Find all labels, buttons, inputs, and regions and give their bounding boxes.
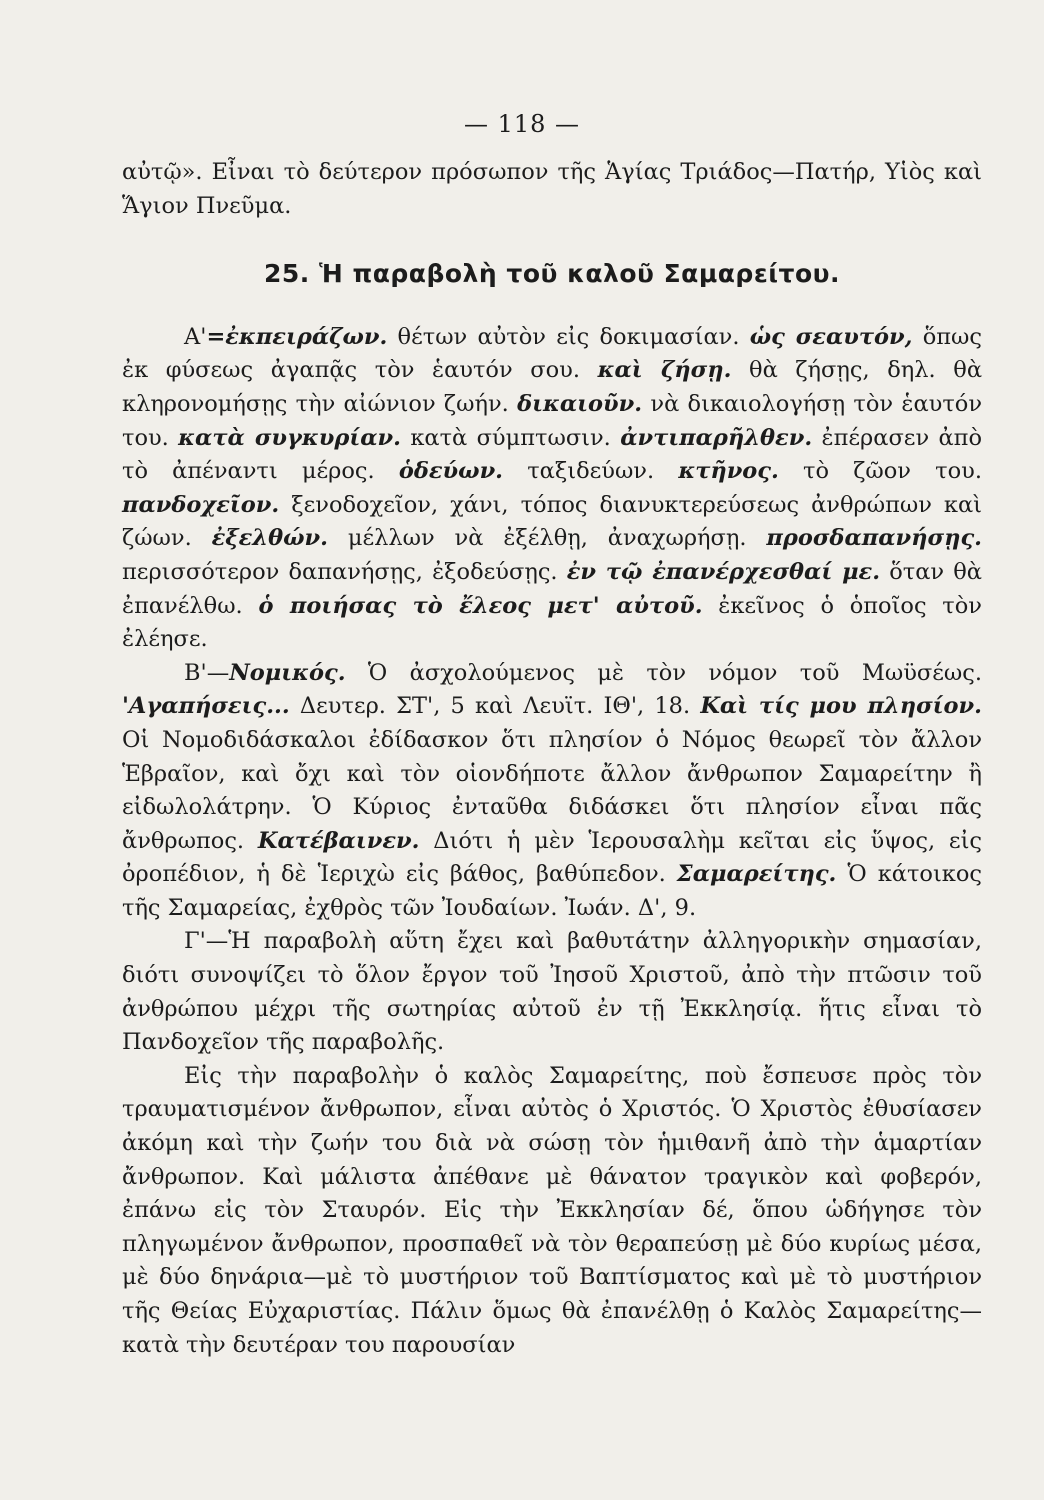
- gloss-text: θέτων αὐτὸν εἰς δοκιμασίαν.: [387, 323, 750, 350]
- gloss-term: κατὰ συγκυρίαν.: [178, 424, 401, 451]
- gloss-term: πανδοχεῖον.: [122, 491, 280, 518]
- gloss-term: ὡς σεαυτόν,: [749, 323, 913, 350]
- gloss-term: Κατέβαινεν.: [257, 827, 420, 854]
- gloss-text: Οἱ Νομοδιδάσκαλοι ἐδίδασκον ὅτι πλησίον ὁ Νόμος θεωρεῖ τὸν ἄλλον Ἑβραῖον, καὶ ὄχι καὶ τὸν οἱονδήποτε ἄλλον ἄνθρωπον Σαμαρείτην ἢ εἰδωλολάτρην. Ὁ Κύριος ἐνταῦθα διδάσκει ὅτι πλησίον εἶναι πᾶς ἄνθρωπος.: [122, 726, 982, 854]
- gloss-term: ὁδεύων.: [398, 458, 504, 485]
- page-number: — 118 —: [463, 110, 581, 138]
- gloss-text: νὰ δικαιολογήσῃ τὸν ἑαυτόν του.: [122, 390, 982, 451]
- section-b-paragraph: [122, 657, 982, 926]
- gloss-term: Σαμαρείτης.: [676, 861, 837, 888]
- gloss-text: τὸ ζῶον του.: [778, 458, 983, 485]
- gloss-term: καὶ ζήσῃ.: [597, 357, 732, 384]
- gloss-text: κατὰ σύμπτωσιν.: [400, 424, 621, 451]
- gloss-term: κτῆνος.: [678, 458, 779, 485]
- gloss-text: ὅπως ἐκ φύσεως ἀγαπᾷς τὸν ἑαυτόν σου.: [122, 323, 983, 384]
- gloss-term: Νομικός.: [229, 659, 346, 686]
- intro-paragraph: αὐτῷ». Εἶναι τὸ δεύτερον πρόσωπον τῆς Ἁγίας Τριάδος—Πατήρ, Υἱὸς καὶ Ἅγιον Πνεῦμα.: [122, 159, 982, 219]
- gloss-text: Ὁ κάτοικος τῆς Σαμαρείας, ἐχθρὸς τῶν Ἰουδαίων. Ἰωάν. Δ', 9.: [122, 861, 982, 921]
- section-a-paragraph: [122, 321, 982, 657]
- section-b-label: Β'—: [184, 659, 230, 686]
- section-a-label: Α': [184, 323, 207, 350]
- gloss-text: ἐκεῖνος ὁ ὁποῖος τὸν ἐλέησε.: [122, 592, 982, 653]
- gloss-term: δικαιοῦν.: [517, 390, 643, 417]
- gloss-text: ὅταν θὰ ἐπανέλθω.: [122, 558, 982, 619]
- gloss-term: προσδαπανήσῃς.: [766, 525, 982, 552]
- gloss-text: ἐπέρασεν ἀπὸ τὸ ἀπέναντι μέρος.: [122, 424, 983, 485]
- page-body: [122, 156, 982, 1362]
- gloss-text: Ὁ ἀσχολούμενος μὲ τὸν νόμον τοῦ Μωϋσέως.: [345, 659, 982, 686]
- section-c-paragraph: Γ'—Ἡ παραβολὴ αὕτη ἔχει καὶ βαθυτάτην ἀλληγορικὴν σημασίαν, διότι συνοψίζει τὸ ὅλον ἔργον τοῦ Ἰησοῦ Χριστοῦ, ἀπὸ τὴν πτῶσιν τοῦ ἀνθρώπου μέχρι τῆς σωτηρίας αὐτοῦ ἐν τῇ Ἐκκλησίᾳ. ἥτις εἶναι τὸ Πανδοχεῖον τῆς παραβολῆς.: [122, 928, 982, 1056]
- gloss-text: θὰ ζήσῃς, δηλ. θὰ κληρονομήσῃς τὴν αἰώνιον ζωήν.: [122, 357, 983, 417]
- closing-paragraph: Εἰς τὴν παραβολὴν ὁ καλὸς Σαμαρείτης, ποὺ ἔσπευσε πρὸς τὸν τραυματισμένον ἄνθρωπον, εἶναι αὐτὸς ὁ Χριστός. Ὁ Χριστὸς ἐθυσίασεν ἀκόμη καὶ τὴν ζωήν του διὰ νὰ σώσῃ τὸν ἡμιθανῆ ἀπὸ τὴν ἁμαρτίαν ἄνθρωπον. Καὶ μάλιστα ἀπέθανε μὲ θάνατον τραγικὸν καὶ φοβερόν, ἐπάνω εἰς τὸν Σταυρόν. Εἰς τὴν Ἐκκλησίαν δέ, ὅπου ὡδήγησε τὸν πληγωμένον ἄνθρωπον, προσπαθεῖ νὰ τὸν θεραπεύσῃ μὲ δύο κυρίως μέσα, μὲ δύο δηνάρια—μὲ τὸ μυστήριον τοῦ Βαπτίσματος καὶ μὲ τὸ μυστήριον τῆς Θείας Εὐχαριστίας. Πάλιν ὅμως θὰ ἐπανέλθῃ ὁ Καλὸς Σαμαρείτης—κατὰ τὴν δευτέραν του παρουσίαν: [122, 1062, 982, 1358]
- gloss-text: Δευτερ. ΣΤ', 5 καὶ Λευϊτ. ΙΘ', 18.: [289, 693, 701, 720]
- gloss-term: ὁ ποιήσας τὸ ἔλεος μετ' αὐτοῦ.: [258, 592, 703, 619]
- gloss-text: ξενοδοχεῖον, χάνι, τόπος διανυκτερεύσεως ἀνθρώπων καὶ ζώων.: [122, 491, 982, 552]
- gloss-term: 'Αγαπήσεις...: [122, 693, 290, 720]
- gloss-text: Διότι ἡ μὲν Ἱερουσαλὴμ κεῖται εἰς ὕψος, εἰς ὀροπέδιον, ἡ δὲ Ἱεριχὼ εἰς βάθος, βαθύπεδον.: [122, 827, 982, 888]
- gloss-text: μέλλων νὰ ἐξέλθῃ, ἀναχωρήσῃ.: [327, 525, 767, 552]
- gloss-term: ἀντιπαρῆλθεν.: [620, 424, 813, 451]
- section-heading: 25. Ἡ παραβολὴ τοῦ καλοῦ Σαμαρείτου.: [263, 259, 840, 289]
- gloss-term: ἐξελθών.: [211, 525, 328, 552]
- gloss-term: ἐν τῷ ἐπανέρχεσθαί με.: [566, 558, 881, 585]
- gloss-text: περισσότερον δαπανήσῃς, ἐξοδεύσῃς.: [122, 558, 567, 585]
- gloss-text: ταξιδεύων.: [503, 458, 679, 485]
- gloss-term: Καὶ τίς μου πλησίον.: [700, 693, 982, 720]
- gloss-term: =ἐκπειράζων.: [206, 323, 388, 350]
